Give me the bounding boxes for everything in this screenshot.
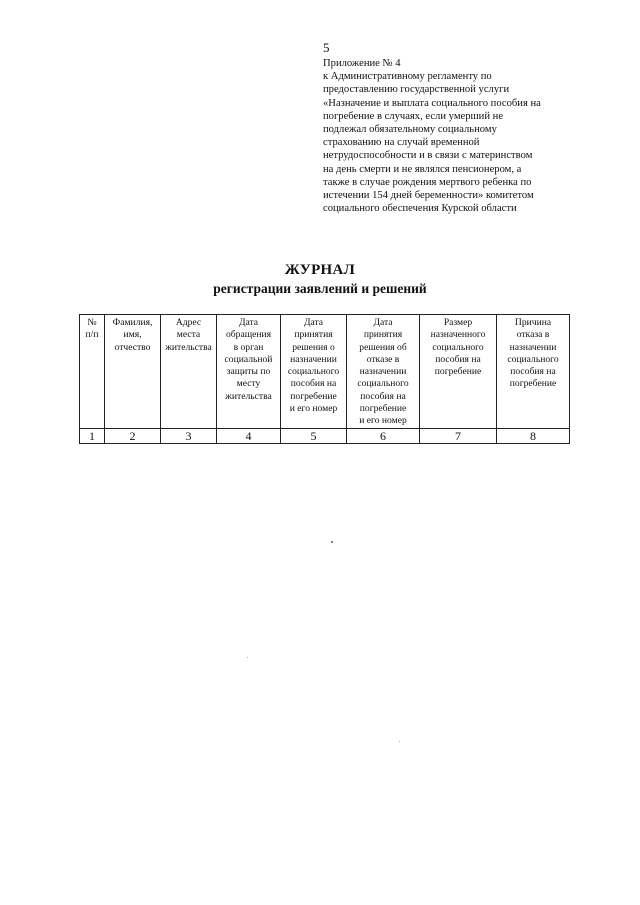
appendix-line: нетрудоспособности и в связи с материнством [323,150,533,162]
column-number: 7 [420,428,497,443]
column-number: 8 [497,428,570,443]
appendix-line: предоставлению государственной услуги [323,84,510,96]
header-cell: Дата принятия решения об отказе в назначении социального пособия на погребение и его номер [347,315,420,429]
column-number: 4 [217,428,281,443]
header-cell: Дата обращения в орган социальной защиты по месту жительства [217,315,281,429]
column-number-row [80,428,570,443]
appendix-line: Приложение № 4 [323,58,401,69]
header-cell: Дата принятия решения о назначении социального пособия на погребение и его номер [281,315,347,429]
appendix-line: также в случае рождения мертвого ребенка по [323,176,532,188]
appendix-line: на день смерти и не являлся пенсионером, а [323,163,522,175]
appendix-line: истечении 154 дней беременности» комитетом [323,190,534,202]
column-number: 3 [161,428,217,443]
header-cell: Фамилия, имя, отчество [105,315,161,429]
document-title [0,262,640,297]
header-cell: № п/п [80,315,105,429]
appendix-note [323,57,573,215]
appendix-line: страхованию на случай временной [323,137,480,149]
column-number: 6 [347,428,420,443]
appendix-line: к Административному регламенту по [323,71,492,83]
title-main: ЖУРНАЛ [284,262,356,278]
scan-speck [399,741,400,742]
appendix-line: «Назначение и выплата социального пособия на [323,97,541,109]
appendix-line: погребение в случаях, если умерший не [323,110,504,122]
column-number: 1 [80,428,105,443]
scan-speck [247,657,248,658]
journal-table [79,314,570,444]
appendix-line: подлежал обязательному социальному [323,124,497,136]
column-number: 5 [281,428,347,443]
header-cell: Размер назначенного социального пособия на погребение [420,315,497,429]
header-row [80,315,570,429]
page-number: 5 [323,40,330,55]
header-cell: Адрес места жительства [161,315,217,429]
column-number: 2 [105,428,161,443]
appendix-line: социального обеспечения Курской области [323,203,517,215]
title-subtitle: регистрации заявлений и решений [213,281,427,296]
header-cell: Причина отказа в назначении социального пособия на погребение [497,315,570,429]
scan-speck [331,541,333,543]
